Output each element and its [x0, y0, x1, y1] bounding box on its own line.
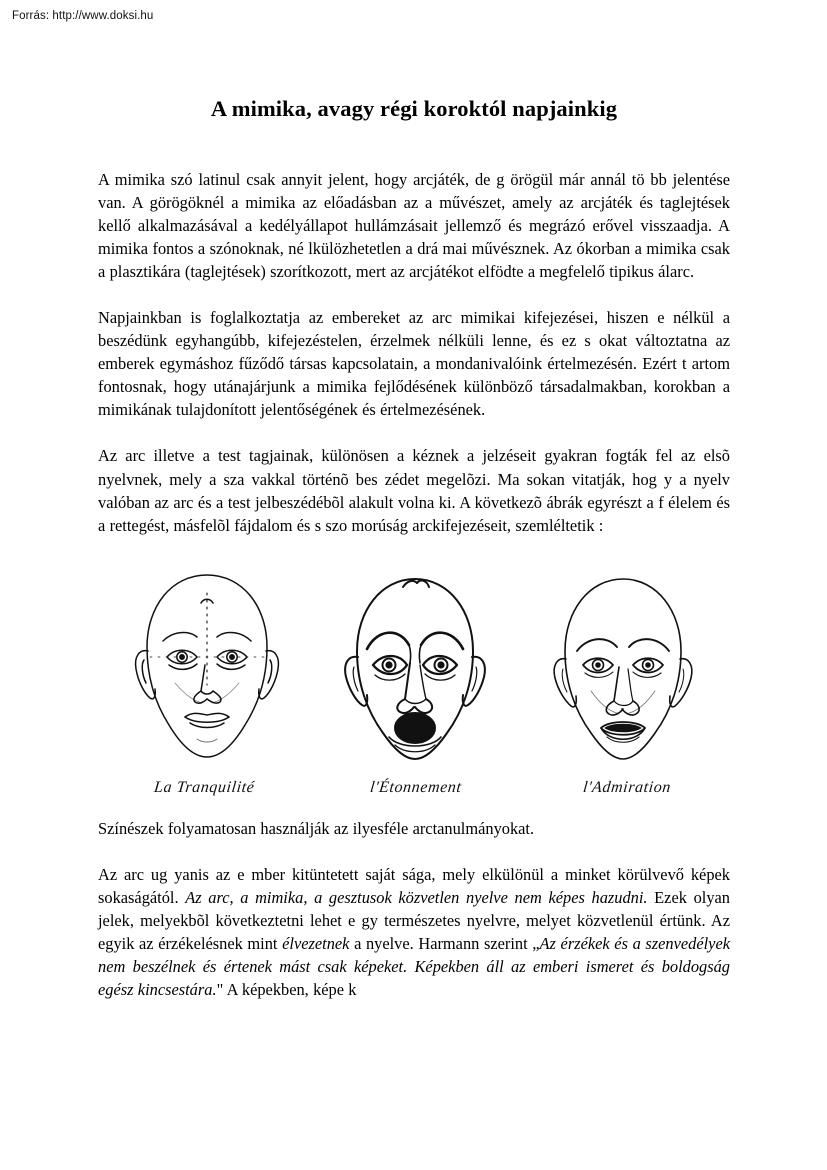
- closing-text-3: a nyelve. Harmann szerint „: [349, 933, 540, 953]
- face-admiration: [524, 565, 722, 797]
- closing-italic-1: Az arc, a mimika, a gesztusok közvetlen nyelve nem képes hazudni.: [185, 887, 648, 907]
- face-tranquility: [108, 565, 306, 797]
- paragraph-actors: Színészek folyamatosan használják az ilyesféle arctanulmányokat.: [98, 818, 535, 838]
- face-caption-astonishment: l'Étonnement: [369, 778, 463, 796]
- face-caption-tranquility: La Tranquilité: [152, 778, 256, 796]
- source-url-label: Forrás: http://www.doksi.hu: [12, 10, 154, 22]
- face-tranquility-drawing: [117, 565, 297, 775]
- face-admiration-drawing: [533, 565, 713, 775]
- faces-row: [98, 565, 730, 797]
- closing-italic-quote: Az érzékek és a szenvedélyek nem beszélnek és értenek mást csak képeket. Képekben áll az emberi ismeret és boldogság egész kincsestára.: [98, 933, 730, 999]
- face-astonishment-drawing: [325, 565, 505, 775]
- face-caption-admiration: l'Admiration: [582, 778, 672, 796]
- closing-text-4: " A képekben, képe k: [216, 979, 357, 999]
- closing-italic-2: élvezetnek: [282, 933, 350, 953]
- closing-text-1: Az arc ug yanis az e mber kitüntetett saját sága, mely elkülönül a minket körülvevő képek sokaságától.: [98, 864, 730, 907]
- paragraph-body-language: Az arc illetve a test tagjainak, különösen a kéznek a jelzéseit gyakran fogták fel az elsõ nyelvnek, mely a sza vakkal történõ bes zédet megelõzi. Ma sokan vitatják, hog y a nyelv valóban az arc és a test jelbeszédébõl alakult volna ki. A következõ ábrák egyrészt a f élelem és a rettegést, másfelõl fájdalom és s szo morúság arckifejezéseit, szemléltetik :: [98, 446, 730, 535]
- closing-text-2: Ezek olyan jelek, melyekbõl következtetni lehet e gy természetes nyelvre, melyet közvetlenül értünk. Az egyik az érzékelésnek mint: [98, 887, 730, 953]
- figure-face-expressions: [98, 565, 730, 797]
- paragraph-modern-day: Napjainkban is foglalkoztatja az embereket az arc mimikai kifejezései, hiszen e nélkül a beszédünk egyhangúbb, kifejezéstelen, érzelmek nélküli lenne, és ez s okat változtatna az emberek egymáshoz fűződő társas kapcsolatain, a mondanivalóink értelmezésén. Ezért t artom fontosnak, hogy utánajárjunk a mimika fejlődésének különböző társadalmakban, korokban a mimikának tulajdonított jelentőségének és értelmezésének.: [98, 308, 730, 420]
- document-content: [98, 95, 730, 1024]
- page-title: A mimika, avagy régi koroktól napjainkig: [210, 96, 618, 121]
- paragraph-intro: A mimika szó latinul csak annyit jelent, hogy arcjáték, de g örögül már annál tö bb jelentése van. A görögöknél a mimika az előadásban az a művészet, amely az arcjáték és taglejtések kellő alkalmazásával a kedélyállapot hullámzásait jellemző és megrázó erővel visszaadja. A mimika fontos a szónoknak, né lkülözhetetlen a drá mai művésznek. Az ókorban a mimika csak a plasztikára (taglejtések) szorítkozott, mert az arcjátékot elfödte a megfelelő tipikus álarc.: [98, 170, 730, 282]
- face-astonishment: [316, 565, 514, 797]
- paragraph-closing: [98, 863, 730, 1001]
